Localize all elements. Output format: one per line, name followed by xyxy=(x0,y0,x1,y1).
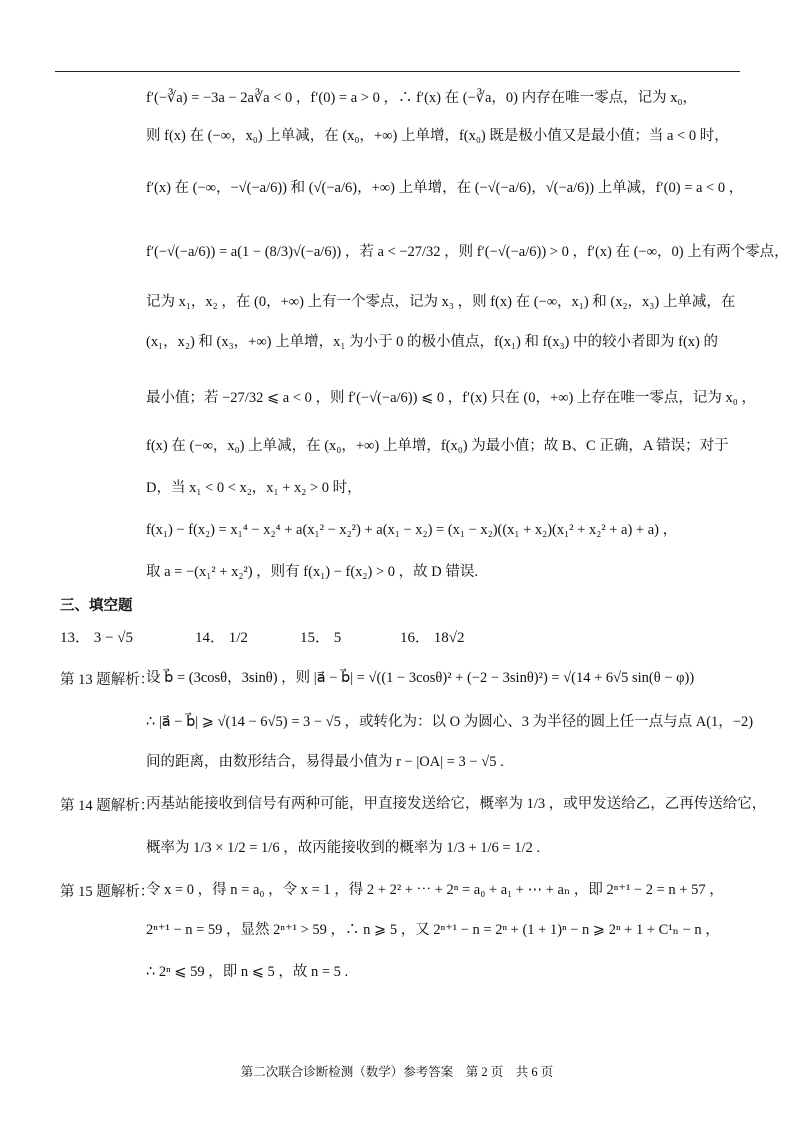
answer-15: 15． 5 xyxy=(300,630,342,646)
header-rule xyxy=(55,71,740,72)
problem-14-label: 第 14 题解析： xyxy=(60,798,155,814)
answer-14: 14． 1/2 xyxy=(195,630,248,646)
problem-13-line: 间的距离，由数形结合，易得最小值为 r − |OA| = 3 − √5 . xyxy=(146,754,504,770)
problem-13-label: 第 13 题解析： xyxy=(60,672,155,688)
answer-16: 16． 18√2 xyxy=(400,630,465,646)
solution-line: (x₁，x₂) 和 (x₃，+∞) 上单增，x₁ 为小于 0 的极小值点，f(x₁) 和 f(x₃) 中的较小者即为 f(x) 的 xyxy=(146,334,718,350)
answer-13: 13． 3 − √5 xyxy=(60,630,133,646)
page-footer: 第二次联合诊断检测（数学）参考答案 第 2 页 共 6 页 xyxy=(240,1065,554,1079)
problem-15-line: 令 x = 0 ，得 n = a₀ ，令 x = 1 ，得 2 + 2² + ⋯ + 2ⁿ = a₀ + a₁ + ⋯ + aₙ ，即 2ⁿ⁺¹ − 2 = n + 57 ， xyxy=(146,882,724,898)
solution-line: f′(−∛a) = −3a − 2a∛a < 0 ，f′(0) = a > 0 ，∴ f′(x) 在 (−∛a，0) 内存在唯一零点，记为 x₀， xyxy=(146,90,698,106)
problem-13-line: ∴ |a⃗ − b⃗| ⩾ √(14 − 6√5) = 3 − √5 ，或转化为：以 O 为圆心、3 为半径的圆上任一点与点 A(1，−2) xyxy=(146,714,754,730)
solution-line: f′(−√(−a/6)) = a(1 − (8/3)√(−a/6)) ，若 a < −27/32 ，则 f′(−√(−a/6)) > 0 ，f′(x) 在 (−∞，0) 上有两个零点， xyxy=(146,244,789,260)
solution-line: 则 f(x) 在 (−∞，x₀) 上单减，在 (x₀，+∞) 上单增，f(x₀) 既是极小值又是最小值；当 a < 0 时， xyxy=(146,128,729,144)
solution-line: f(x₁) − f(x₂) = x₁⁴ − x₂⁴ + a(x₁² − x₂²) + a(x₁ − x₂) = (x₁ − x₂)((x₁ + x₂)(x₁² + x₂² + a) + a) ， xyxy=(146,522,678,538)
problem-14-line: 丙基站能接收到信号有两种可能，甲直接发送给它，概率为 1/3 ，或甲发送给乙，乙再传送给它， xyxy=(146,796,767,812)
solution-line: 记为 x₁，x₂ ，在 (0，+∞) 上有一个零点，记为 x₃ ，则 f(x) 在 (−∞，x₁) 和 (x₂，x₃) 上单减，在 xyxy=(146,294,736,310)
solution-line: 最小值；若 −27/32 ⩽ a < 0 ，则 f′(−√(−a/6)) ⩽ 0 ，f′(x) 只在 (0，+∞) 上存在唯一零点，记为 x₀ ， xyxy=(146,390,756,406)
problem-13-line: 设 b⃗ = (3cosθ，3sinθ) ，则 |a⃗ − b⃗| = √((1 − 3cosθ)² + (−2 − 3sinθ)²) = √(14 + 6√5 sin(θ − φ)) xyxy=(146,670,695,686)
solution-line: f(x) 在 (−∞，x₀) 上单减，在 (x₀，+∞) 上单增，f(x₀) 为最小值；故 B、C 正确，A 错误；对于 xyxy=(146,438,729,454)
problem-15-label: 第 15 题解析： xyxy=(60,884,155,900)
problem-14-line: 概率为 1/3 × 1/2 = 1/6 ，故丙能接收到的概率为 1/3 + 1/6 = 1/2 . xyxy=(146,840,541,856)
solution-line: D，当 x₁ < 0 < x₂，x₁ + x₂ > 0 时， xyxy=(146,480,362,496)
section-title: 三、填空题 xyxy=(60,598,133,614)
solution-line: 取 a = −(x₁² + x₂²) ，则有 f(x₁) − f(x₂) > 0 ，故 D 错误. xyxy=(146,564,478,580)
problem-15-line: ∴ 2ⁿ ⩽ 59 ，即 n ⩽ 5 ，故 n = 5 . xyxy=(146,964,349,980)
problem-15-line: 2ⁿ⁺¹ − n = 59 ，显然 2ⁿ⁺¹ > 59 ，∴ n ⩾ 5 ，又 2ⁿ⁺¹ − n = 2ⁿ + (1 + 1)ⁿ − n ⩾ 2ⁿ + 1 + C¹ₙ − n ， xyxy=(146,922,720,938)
solution-line: f′(x) 在 (−∞，−√(−a/6)) 和 (√(−a/6)，+∞) 上单增，在 (−√(−a/6)，√(−a/6)) 上单减，f′(0) = a < 0 ， xyxy=(146,180,744,196)
